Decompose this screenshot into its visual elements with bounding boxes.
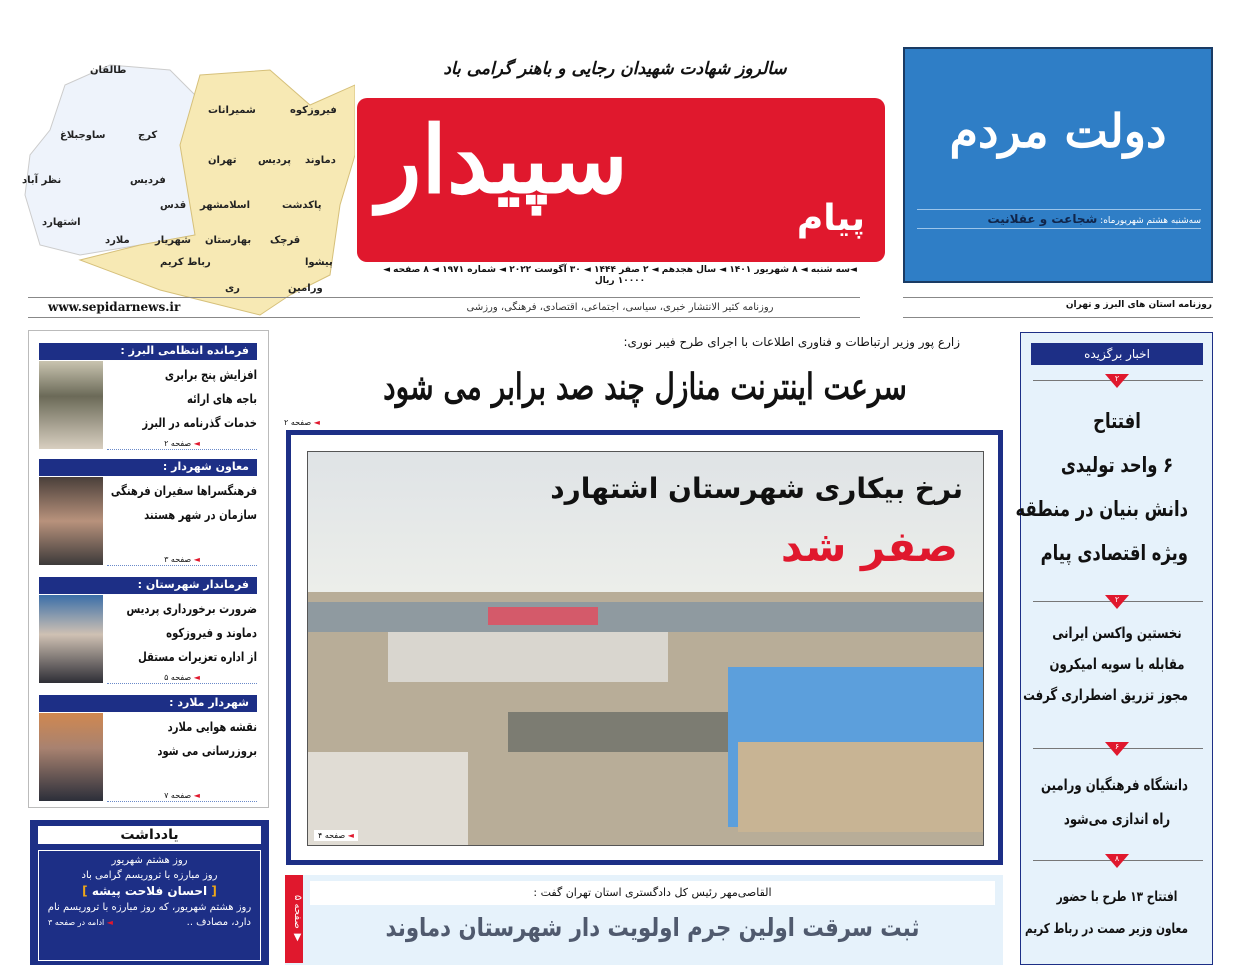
featured-item[interactable]: نخستین واکسن ایرانی مقابله با سویه امیکرون مجوز تزریق اضطراری گرفت: [1023, 624, 1188, 704]
featured-title: اخبار برگزیده: [1031, 343, 1203, 365]
website-link[interactable]: www.sepidarnews.ir: [48, 300, 181, 314]
arrow-icon: ◄: [313, 418, 320, 427]
news-line: باجه های ارائه: [186, 391, 257, 406]
map-label: کرج: [138, 130, 158, 141]
news-item[interactable]: [39, 459, 257, 569]
map-label: رباط کریم: [160, 257, 211, 268]
page-marker-icon: ۸: [1105, 854, 1129, 868]
person-photo: [39, 713, 103, 801]
news-line: دماوند و فیروزکوه: [166, 625, 257, 640]
bottom-kicker: القاصی‌مهر رئیس کل دادگستری استان تهران گفت :: [310, 881, 995, 905]
featured-news-column: [1015, 332, 1213, 965]
industrial-town-photo: [307, 451, 984, 846]
featured-item[interactable]: افتتاح ۱۳ طرح با حضور معاون وزیر صمت در رباط کریم: [1024, 889, 1188, 937]
map-label: فیروزکوه: [290, 105, 337, 116]
editorial-author: [ احسان فلاحت پیشه ]: [82, 884, 217, 898]
featured-item[interactable]: دانشگاه فرهنگیان ورامین راه اندازی می‌شود: [1041, 776, 1188, 828]
dateline: ◄سه شنبه ◄ ۸ شهریور ۱۴۰۱ ◄ سال هجدهم ◄ ۲ صفر ۱۴۴۴ ◄ ۳۰ آگوست ۲۰۲۲ ◄ شماره ۱۹۷۱ ◄ ۸ صفحه ◄ ۱۰۰۰۰ ریال: [383, 265, 857, 286]
page-marker-icon: ۶: [1105, 742, 1129, 756]
continue-link[interactable]: ادامه در صفحه ۳: [48, 918, 105, 927]
map-label: شهریار: [155, 235, 191, 246]
divider: [903, 317, 1213, 318]
news-line: سازمان در شهر هستند: [144, 507, 257, 522]
map-label: فردیس: [130, 175, 166, 186]
map-label: ورامین: [288, 283, 323, 294]
newspaper-subtitle: روزنامه کثیر الانتشار خبری، سیاسی، اجتماعی، اقتصادی، فرهنگی، ورزشی: [466, 302, 774, 313]
news-line: نقشه هوایی ملارد: [167, 719, 257, 734]
featured-item[interactable]: افتتاح ۶ واحد تولیدی دانش بنیان در منطقه ویژه اقتصادی پیام: [1015, 409, 1188, 565]
editorial-note[interactable]: [30, 820, 269, 965]
map-label: اشتهارد: [42, 217, 81, 228]
lead-kicker: زارع پور وزیر ارتباطات و فناوری اطلاعات با اجرای طرح فیبر نوری:: [623, 335, 960, 349]
lead-page-ref: ◄ صفحه ۲: [284, 418, 320, 427]
map-label: اسلامشهر: [200, 200, 251, 211]
news-item[interactable]: [39, 343, 257, 451]
page-marker-icon: ۲: [1105, 374, 1129, 388]
province-map: [20, 45, 355, 320]
main-photo-story[interactable]: [286, 430, 1003, 865]
divider: [28, 317, 860, 318]
divider: [28, 297, 860, 298]
map-label: بهارستان: [205, 235, 252, 246]
masthead-title: سپیدار: [377, 106, 628, 214]
map-shape: [20, 45, 355, 320]
news-line: افزایش پنج برابری: [164, 367, 257, 382]
map-label: طالقان: [90, 65, 127, 76]
news-item-heading: فرماندار شهرستان :: [39, 577, 257, 594]
map-label: پاکدشت: [282, 200, 322, 211]
news-item-heading: معاون شهردار :: [39, 459, 257, 476]
page-ref: صفحه ۲: [164, 439, 192, 448]
news-line: ضرورت برخورداری پردیس: [126, 601, 257, 616]
bottom-headline: ثبت سرقت اولین جرم اولویت دار شهرستان دماوند: [385, 913, 920, 942]
editorial-title: یادداشت: [38, 826, 261, 844]
person-photo: [39, 361, 103, 449]
map-label: قدس: [160, 200, 187, 211]
map-label: تهران: [208, 155, 237, 166]
map-label: ملارد: [105, 235, 130, 246]
lead-headline[interactable]: [300, 365, 990, 409]
divider: [903, 297, 1213, 298]
banner-logo: دولت مردم: [949, 104, 1167, 158]
news-item-heading: شهردار ملارد :: [39, 695, 257, 712]
government-banner: [903, 47, 1213, 283]
arrow-icon: ◄: [347, 831, 354, 840]
photo-headline-line1: نرخ بیکاری شهرستان اشتهارد: [550, 472, 963, 505]
person-photo: [39, 595, 103, 683]
page-marker-icon: ۲: [1105, 595, 1129, 609]
editorial-body: روز هشتم شهریور، که روز مبارزه با تروریسم نام: [47, 902, 252, 913]
map-label: ری: [225, 283, 240, 294]
map-label: پردیس: [258, 155, 291, 166]
news-line: فرهنگسراها سفیران فرهنگی: [110, 483, 258, 498]
arrow-icon: ◄: [193, 439, 200, 448]
person-photo: [39, 477, 103, 565]
map-label: ساوجبلاغ: [60, 130, 106, 141]
editorial-body: دارد، مصادف ..: [186, 917, 251, 928]
banner-subtitle: [917, 209, 1201, 229]
arrow-icon: ◄: [193, 555, 200, 564]
news-item[interactable]: [39, 577, 257, 687]
banner-subtitle-prefix: سه‌شنبه هشتم شهریورماه:: [1100, 216, 1201, 226]
arrow-icon: ◄: [193, 791, 200, 800]
editorial-line: روز مبارزه با تروریسم گرامی باد: [81, 870, 218, 881]
map-label: شمیرانات: [208, 105, 256, 116]
news-line: بروزرسانی می شود: [157, 743, 257, 758]
arrow-icon: ◄: [193, 673, 200, 682]
page-ref: صفحه ۵: [164, 673, 192, 682]
page-ref: صفحه ۳: [164, 555, 192, 564]
masthead-tagline: سالروز شهادت شهیدان رجایی و باهنر گرامی باد: [443, 59, 787, 79]
news-item-heading: فرمانده انتظامی البرز :: [39, 343, 257, 360]
map-label: پیشوا: [305, 257, 333, 268]
photo-page-ref: ◄ صفحه ۴: [314, 830, 358, 841]
province-label: روزنامه استان های البرز و تهران: [1065, 300, 1212, 310]
map-label: نظر آباد: [22, 175, 62, 186]
editorial-line: روز هشتم شهریور: [111, 855, 188, 866]
map-label: دماوند: [305, 155, 336, 166]
masthead-logo: [357, 98, 885, 262]
bottom-story[interactable]: [285, 875, 1003, 965]
arrow-icon: ▼: [292, 932, 303, 944]
page-ref: صفحه ۷: [164, 791, 192, 800]
arrow-icon: ◄: [106, 918, 113, 927]
left-news-column: [28, 330, 269, 808]
news-line: از اداره تعزیرات مستقل: [138, 649, 257, 664]
news-line: خدمات گذرنامه در البرز: [142, 415, 257, 430]
lead-headline-text: سرعت اینترنت منازل چند صد برابر می شود: [383, 366, 907, 408]
banner-subtitle-bold: شجاعت و عقلانیت: [987, 212, 1098, 226]
photo-headline-line2: صفر شد: [780, 522, 958, 571]
map-label: قرچک: [270, 235, 301, 246]
masthead-prefix: پیام: [796, 198, 865, 239]
bottom-page-tab[interactable]: ▼ صفحه ۵: [285, 875, 303, 963]
news-item[interactable]: [39, 695, 257, 805]
